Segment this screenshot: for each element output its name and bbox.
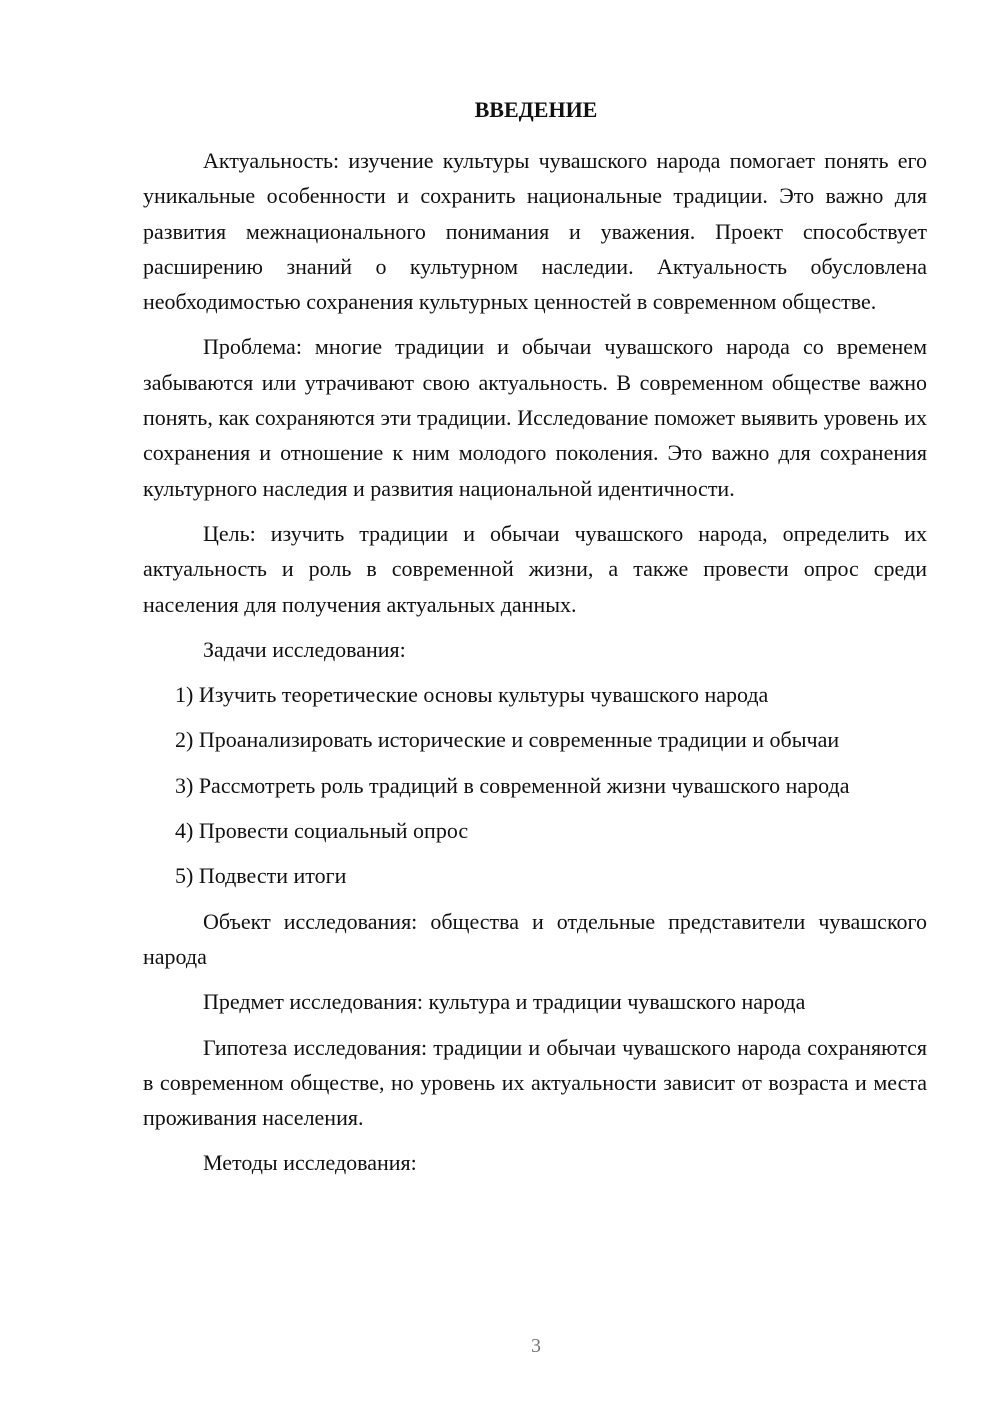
relevance-paragraph: Актуальность: изучение культуры чувашского народа помогает понять его уникальные особенности и сохранить национальные традиции. Это важно для развития межнационального понимания и уважения. Проект способствует расширению знаний о культурном наследии. Актуальность обусловлена необходимостью сохранения культурных ценностей в современном обществе.	[143, 148, 927, 315]
tasks-heading: Задачи исследования:	[203, 636, 406, 662]
object-paragraph: Объект исследования: общества и отдельные представители чувашского народа	[143, 908, 927, 969]
task-item: 1) Изучить теоретические основы культуры чувашского народа	[175, 682, 769, 708]
problem-paragraph: Проблема: многие традиции и обычаи чувашского народа со временем забываются или утрачивают свою актуальность. В современном обществе важно понять, как сохраняются эти традиции. Исследование поможет выявить уровень их сохранения и отношение к ним молодого поколения. Это важно для сохранения культурного наследия и развития национальной идентичности.	[143, 334, 927, 501]
task-item: 5) Подвести итоги	[175, 863, 347, 889]
task-item: 2) Проанализировать исторические и современные традиции и обычаи	[175, 727, 840, 753]
methods-heading: Методы исследования:	[203, 1150, 417, 1176]
task-item: 4) Провести социальный опрос	[175, 818, 469, 844]
task-item: 3) Рассмотреть роль традиций в современной жизни чувашского народа	[175, 772, 850, 798]
goal-paragraph: Цель: изучить традиции и обычаи чувашского народа, определить их актуальность и роль в современной жизни, а также провести опрос среди населения для получения актуальных данных.	[143, 520, 927, 617]
hypothesis-paragraph: Гипотеза исследования: традиции и обычаи чувашского народа сохраняются в современном обществе, но уровень их актуальности зависит от возраста и места проживания населения.	[143, 1034, 927, 1131]
page-number: 3	[531, 1335, 541, 1357]
body-text	[143, 143, 927, 1191]
section-title: ВВЕДЕНИЕ	[474, 97, 598, 122]
subject-paragraph: Предмет исследования: культура и традиции чувашского народа	[203, 989, 806, 1015]
